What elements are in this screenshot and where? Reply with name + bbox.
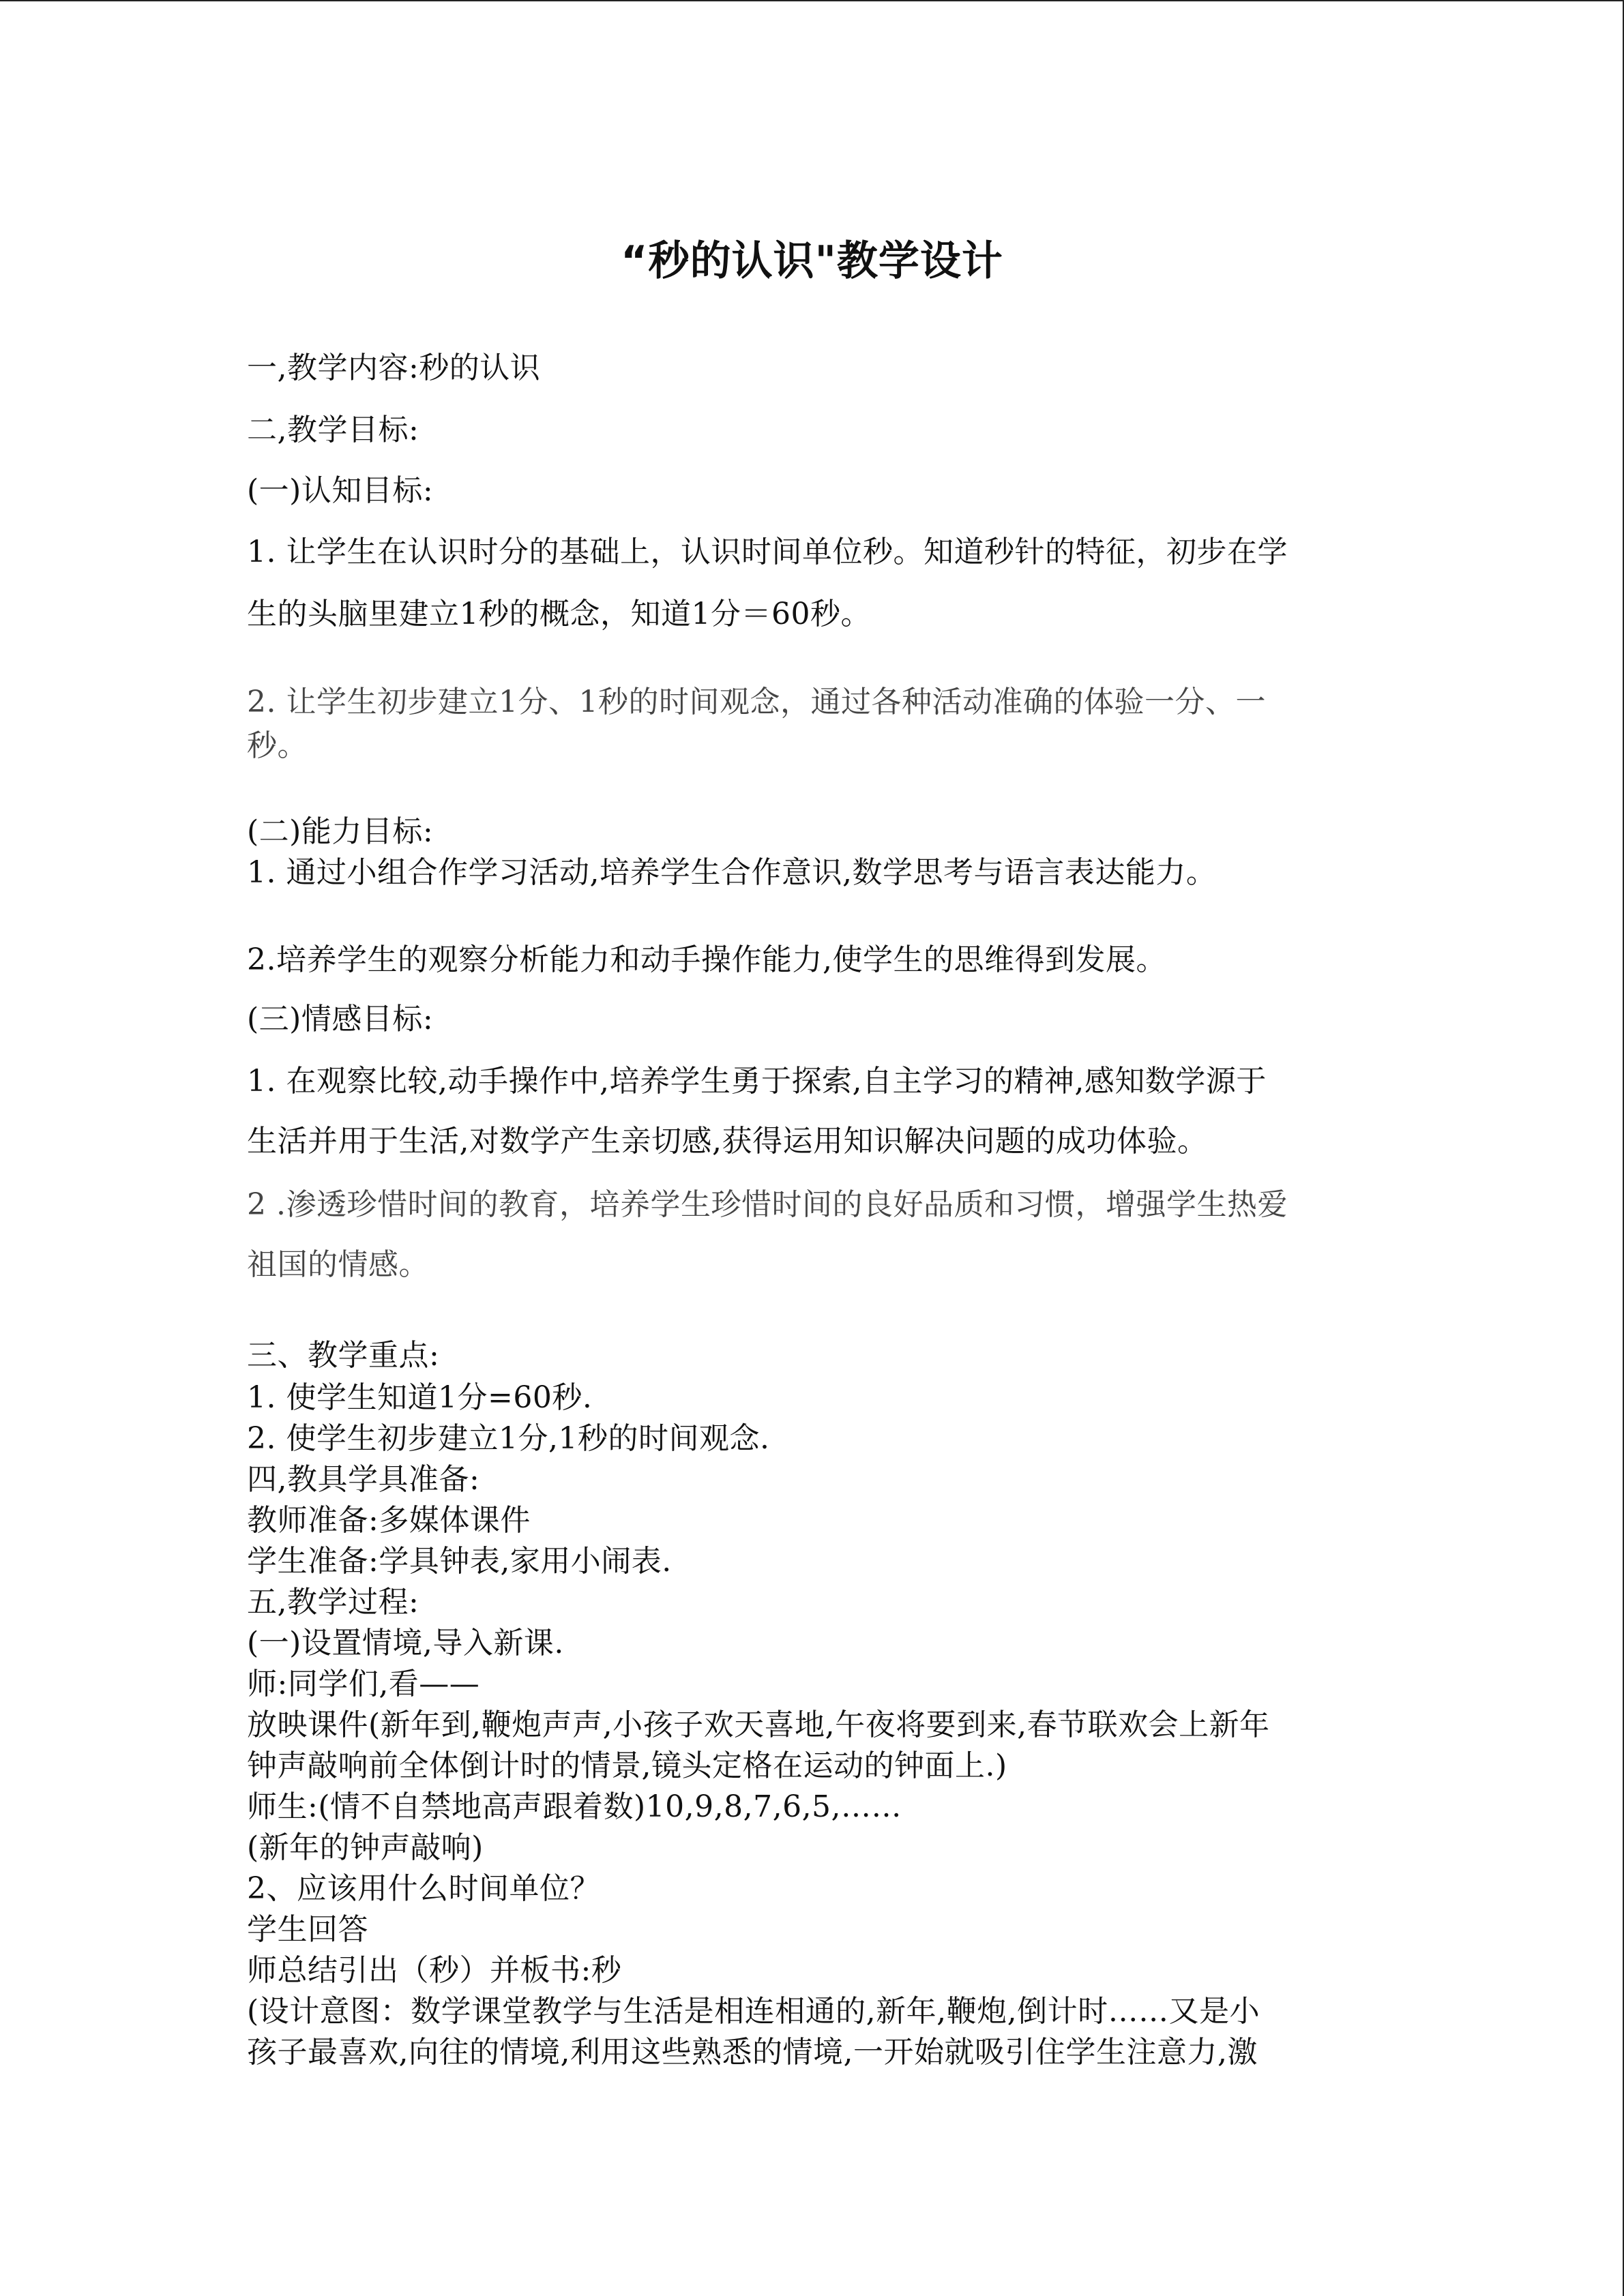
paragraph-line: 钟声敲响前全体倒计时的情景,镜头定格在运动的钟面上.) <box>247 1748 1007 1783</box>
paragraph-line: 2 .渗透珍惜时间的教育，培养学生珍惜时间的良好品质和习惯，增强学生热爱 <box>247 1187 1288 1222</box>
paragraph-line: 师总结引出（秒）并板书:秒 <box>247 1953 622 1988</box>
paragraph-line: 2. 让学生初步建立1分、1秒的时间观念，通过各种活动准确的体验一分、一 <box>247 685 1266 719</box>
paragraph-line: 学生准备:学具钟表,家用小闹表. <box>247 1544 672 1579</box>
paragraph-line: 师:同学们,看—— <box>247 1667 480 1701</box>
section-keypoints-heading: 三、教学重点: <box>247 1338 440 1373</box>
paragraph-line: 2、应该用什么时间单位？ <box>247 1871 600 1906</box>
paragraph-line: 放映课件(新年到,鞭炮声声,小孩子欢天喜地,午夜将要到来,春节联欢会上新年 <box>247 1708 1270 1742</box>
document-title: “秒的认识"教学设计 <box>621 237 1003 285</box>
paragraph-line: 1. 在观察比较,动手操作中,培养学生勇于探索,自主学习的精神,感知数学源于 <box>247 1064 1267 1099</box>
subsection-cognitive-heading: (一)认知目标: <box>247 473 434 508</box>
paragraph-line: 祖国的情感。 <box>247 1247 429 1282</box>
list-item: 2. 使学生初步建立1分,1秒的时间观念. <box>247 1421 770 1456</box>
section-materials-heading: 四,教具学具准备: <box>247 1462 480 1497</box>
subsection-intro-heading: (一)设置情境,导入新课. <box>247 1626 564 1660</box>
paragraph-line: 师生:(情不自禁地高声跟着数)10,9,8,7,6,5,…… <box>247 1789 902 1824</box>
paragraph-line: 1. 让学生在认识时分的基础上，认识时间单位秒。知道秒针的特征，初步在学 <box>247 535 1288 569</box>
list-item: 1. 使学生知道1分=60秒. <box>247 1380 593 1415</box>
paragraph-line: 秒。 <box>247 728 308 763</box>
subsection-emotion-heading: (三)情感目标: <box>247 1002 434 1037</box>
paragraph-line: 学生回答 <box>247 1912 368 1947</box>
paragraph-line: 生活并用于生活,对数学产生亲切感,获得运用知识解决问题的成功体验。 <box>247 1124 1208 1159</box>
paragraph-line: 1. 通过小组合作学习活动,培养学生合作意识,数学思考与语言表达能力。 <box>247 855 1217 890</box>
subsection-ability-heading: (二)能力目标: <box>247 814 434 849</box>
paragraph-line: 教师准备:多媒体课件 <box>247 1503 531 1538</box>
paragraph-line: 生的头脑里建立1秒的概念，知道1分＝60秒。 <box>247 597 871 631</box>
section-process-heading: 五,教学过程: <box>247 1585 419 1620</box>
section-goals-heading: 二,教学目标: <box>247 413 419 447</box>
paragraph-line: 孩子最喜欢,向往的情境,利用这些熟悉的情境,一开始就吸引住学生注意力,激 <box>247 2035 1258 2070</box>
paragraph-line: (新年的钟声敲响) <box>247 1830 484 1865</box>
paragraph-line: 2.培养学生的观察分析能力和动手操作能力,使学生的思维得到发展。 <box>247 942 1166 977</box>
paragraph-line: (设计意图：数学课堂教学与生活是相连相通的,新年,鞭炮,倒计时……又是小 <box>247 1994 1260 2029</box>
section-content-heading: 一,教学内容:秒的认识 <box>247 351 541 385</box>
